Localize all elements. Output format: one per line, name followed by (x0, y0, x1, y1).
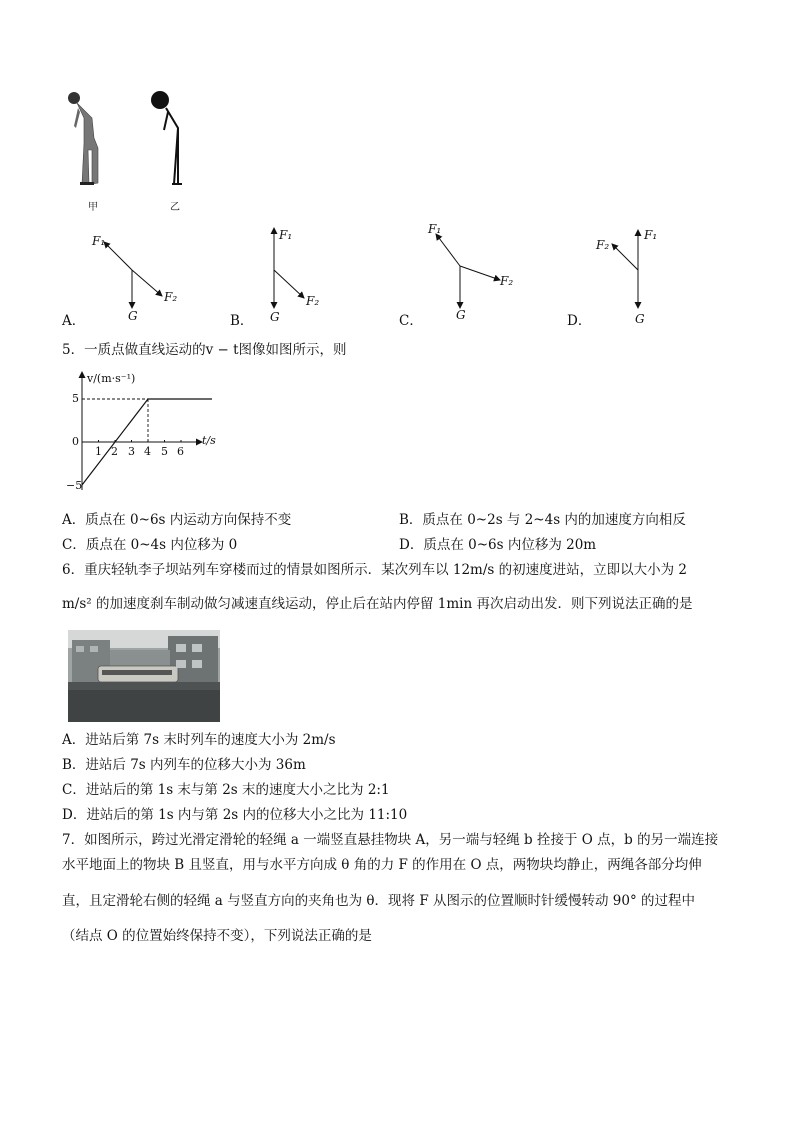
q5-xtick-5: 5 (161, 445, 168, 458)
light-rail-building-image (68, 630, 220, 722)
option-a-letter: A． (62, 313, 86, 329)
q5-option-b: B．质点在 0~2s 与 2~4s 内的加速度方向相反 (399, 512, 686, 528)
option-a-g: G (128, 309, 138, 323)
option-c-f1: F₁ (428, 222, 442, 236)
bowing-man-icon (62, 88, 114, 192)
q6-option-c: C．进站后的第 1s 末与第 2s 末的速度大小之比为 2:1 (62, 782, 390, 798)
q5-xlabel: t/s (202, 434, 216, 447)
option-b-f1: F₁ (279, 228, 293, 242)
person-b-caption: 乙 (170, 202, 180, 213)
option-a-f2: F₂ (164, 290, 178, 304)
q7-line3: 直，且定滑轮右侧的轻绳 a 与竖直方向的夹角也为 θ．现将 F 从图示的位置顺时针缓慢转动 90° 的过程中 (62, 893, 696, 909)
q5-ytick-0: 0 (72, 435, 79, 448)
q5-ytick-neg5: −5 (66, 479, 83, 492)
option-b-letter: B． (230, 313, 254, 329)
q5-xtick-1: 1 (95, 445, 102, 458)
option-b-g: G (270, 310, 280, 324)
option-c-f2: F₂ (500, 274, 514, 288)
q7-line1: 7．如图所示，跨过光滑定滑轮的轻绳 a 一端竖直悬挂物块 A，另一端与轻绳 b 拴接于 O 点，b 的另一端连接 (62, 832, 719, 848)
q5-xtick-3: 3 (128, 445, 135, 458)
q5-xtick-4: 4 (144, 445, 151, 458)
option-c-g: G (456, 308, 466, 322)
person-figure-a (62, 88, 114, 192)
q6-stem-line1: 6．重庆轻轨李子坝站列车穿楼而过的情景如图所示．某次列车以 12m/s 的初速度进站，立即以大小为 2 (62, 562, 688, 578)
q5-ytick-5: 5 (72, 392, 79, 405)
stick-figure-icon (146, 88, 196, 192)
option-d-f2: F₂ (596, 238, 610, 252)
option-a-f1: F₁ (92, 234, 106, 248)
q6-train-photo (68, 630, 220, 722)
q6-stem-line2: m/s² 的加速度刹车制动做匀减速直线运动，停止后在站内停留 1min 再次启动出发．则下列说法正确的是 (62, 596, 693, 612)
q5-xtick-6: 6 (177, 445, 184, 458)
option-c-letter: C． (399, 313, 423, 329)
option-d-g: G (635, 312, 645, 326)
q6-option-b: B．进站后 7s 内列车的位移大小为 36m (62, 757, 306, 773)
q7-line2: 水平地面上的物块 B 且竖直，用与水平方向成 θ 角的力 F 的作用在 O 点，两物块均静止，两绳各部分均伸 (62, 857, 702, 873)
q5-option-c: C．质点在 0~4s 内位移为 0 (62, 537, 238, 553)
q6-option-a: A．进站后第 7s 末时列车的速度大小为 2m/s (62, 732, 336, 748)
q7-line4: （结点 O 的位置始终保持不变），下列说法正确的是 (62, 928, 372, 944)
q5-vt-graph (60, 366, 230, 496)
q5-stem: 5．一质点做直线运动的v − t图像如图所示，则 (62, 342, 347, 358)
q6-option-d: D．进站后的第 1s 内与第 2s 内的位移大小之比为 11:10 (62, 807, 408, 823)
option-d-f1: F₁ (644, 228, 658, 242)
person-figure-b (146, 88, 196, 192)
q5-option-a: A．质点在 0~6s 内运动方向保持不变 (62, 512, 292, 528)
q5-ylabel: v/(m·s⁻¹) (87, 372, 136, 385)
option-d-letter: D． (567, 313, 592, 329)
option-b-f2: F₂ (306, 294, 320, 308)
q5-option-d: D．质点在 0~6s 内位移为 20m (399, 537, 597, 553)
person-a-caption: 甲 (88, 202, 98, 213)
q5-xtick-2: 2 (111, 445, 118, 458)
